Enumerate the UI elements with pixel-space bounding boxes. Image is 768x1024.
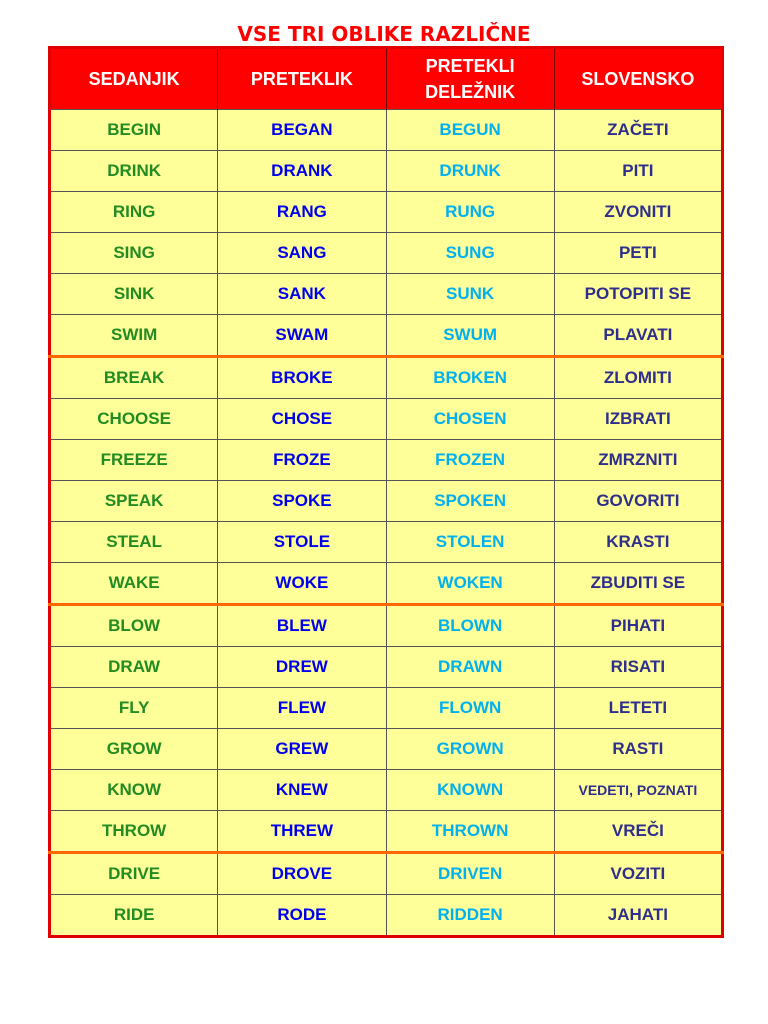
- header-participle-line1: PRETEKLI: [425, 56, 515, 76]
- participle-cell: DRIVEN: [386, 853, 554, 895]
- participle-cell: CHOSEN: [386, 399, 554, 440]
- participle-cell: RIDDEN: [386, 895, 554, 937]
- table-header-row: [50, 48, 723, 110]
- past-cell: SWAM: [218, 315, 386, 357]
- past-cell: STOLE: [218, 522, 386, 563]
- slovene-cell: PIHATI: [554, 605, 722, 647]
- present-cell: BREAK: [50, 357, 218, 399]
- table-row: [50, 647, 723, 688]
- participle-cell: RUNG: [386, 192, 554, 233]
- participle-cell: FLOWN: [386, 688, 554, 729]
- page-title: VSE TRI OBLIKE RAZLIČNE: [237, 22, 531, 46]
- participle-cell: STOLEN: [386, 522, 554, 563]
- verb-rows: [50, 110, 723, 937]
- present-cell: DRAW: [50, 647, 218, 688]
- past-cell: SANK: [218, 274, 386, 315]
- present-cell: WAKE: [50, 563, 218, 605]
- slovene-cell: PETI: [554, 233, 722, 274]
- participle-cell: GROWN: [386, 729, 554, 770]
- participle-cell: SWUM: [386, 315, 554, 357]
- slovene-cell: ZAČETI: [554, 110, 722, 151]
- header-slovene: SLOVENSKO: [554, 48, 722, 110]
- participle-cell: WOKEN: [386, 563, 554, 605]
- present-cell: THROW: [50, 811, 218, 853]
- participle-cell: THROWN: [386, 811, 554, 853]
- participle-cell: KNOWN: [386, 770, 554, 811]
- header-past: PRETEKLIK: [218, 48, 386, 110]
- header-participle-line2: DELEŽNIK: [425, 82, 516, 102]
- participle-cell: SUNK: [386, 274, 554, 315]
- table-row: [50, 274, 723, 315]
- participle-cell: BROKEN: [386, 357, 554, 399]
- present-cell: KNOW: [50, 770, 218, 811]
- present-cell: RING: [50, 192, 218, 233]
- table-row: [50, 729, 723, 770]
- past-cell: RANG: [218, 192, 386, 233]
- table-row: [50, 853, 723, 895]
- present-cell: CHOOSE: [50, 399, 218, 440]
- participle-cell: FROZEN: [386, 440, 554, 481]
- table-row: [50, 563, 723, 605]
- past-cell: CHOSE: [218, 399, 386, 440]
- present-cell: SINK: [50, 274, 218, 315]
- present-cell: DRINK: [50, 151, 218, 192]
- participle-cell: SUNG: [386, 233, 554, 274]
- slovene-cell: VREČI: [554, 811, 722, 853]
- table-row: [50, 895, 723, 937]
- slovene-cell: POTOPITI SE: [554, 274, 722, 315]
- verb-forms-table: [48, 46, 724, 938]
- present-cell: FLY: [50, 688, 218, 729]
- past-cell: FROZE: [218, 440, 386, 481]
- slovene-cell: ZBUDITI SE: [554, 563, 722, 605]
- slovene-cell: JAHATI: [554, 895, 722, 937]
- present-cell: BEGIN: [50, 110, 218, 151]
- table-row: [50, 110, 723, 151]
- slovene-cell: ZVONITI: [554, 192, 722, 233]
- past-cell: GREW: [218, 729, 386, 770]
- table-row: [50, 357, 723, 399]
- slovene-cell: GOVORITI: [554, 481, 722, 522]
- table-row: [50, 522, 723, 563]
- slovene-cell: LETETI: [554, 688, 722, 729]
- past-cell: BEGAN: [218, 110, 386, 151]
- slovene-cell: KRASTI: [554, 522, 722, 563]
- slovene-cell: PLAVATI: [554, 315, 722, 357]
- present-cell: GROW: [50, 729, 218, 770]
- past-cell: DREW: [218, 647, 386, 688]
- slovene-cell: RASTI: [554, 729, 722, 770]
- past-cell: FLEW: [218, 688, 386, 729]
- participle-cell: BEGUN: [386, 110, 554, 151]
- table-row: [50, 481, 723, 522]
- participle-cell: BLOWN: [386, 605, 554, 647]
- table-row: [50, 233, 723, 274]
- past-cell: BROKE: [218, 357, 386, 399]
- table-row: [50, 605, 723, 647]
- table-row: [50, 151, 723, 192]
- past-cell: DRANK: [218, 151, 386, 192]
- slovene-cell: ZLOMITI: [554, 357, 722, 399]
- past-cell: BLEW: [218, 605, 386, 647]
- past-cell: SANG: [218, 233, 386, 274]
- past-cell: RODE: [218, 895, 386, 937]
- participle-cell: SPOKEN: [386, 481, 554, 522]
- header-participle: [386, 48, 554, 110]
- slovene-cell: PITI: [554, 151, 722, 192]
- table-row: [50, 770, 723, 811]
- present-cell: SWIM: [50, 315, 218, 357]
- table-row: [50, 688, 723, 729]
- table-row: [50, 811, 723, 853]
- past-cell: WOKE: [218, 563, 386, 605]
- past-cell: DROVE: [218, 853, 386, 895]
- header-present: SEDANJIK: [50, 48, 218, 110]
- slovene-cell: ZMRZNITI: [554, 440, 722, 481]
- slovene-cell: RISATI: [554, 647, 722, 688]
- slovene-cell: VEDETI, POZNATI: [554, 770, 722, 811]
- present-cell: FREEZE: [50, 440, 218, 481]
- participle-cell: DRAWN: [386, 647, 554, 688]
- table-row: [50, 315, 723, 357]
- present-cell: STEAL: [50, 522, 218, 563]
- participle-cell: DRUNK: [386, 151, 554, 192]
- slovene-cell: IZBRATI: [554, 399, 722, 440]
- past-cell: THREW: [218, 811, 386, 853]
- past-cell: SPOKE: [218, 481, 386, 522]
- present-cell: SPEAK: [50, 481, 218, 522]
- table-row: [50, 192, 723, 233]
- past-cell: KNEW: [218, 770, 386, 811]
- present-cell: SING: [50, 233, 218, 274]
- present-cell: DRIVE: [50, 853, 218, 895]
- present-cell: BLOW: [50, 605, 218, 647]
- table-row: [50, 440, 723, 481]
- slovene-cell: VOZITI: [554, 853, 722, 895]
- present-cell: RIDE: [50, 895, 218, 937]
- table-row: [50, 399, 723, 440]
